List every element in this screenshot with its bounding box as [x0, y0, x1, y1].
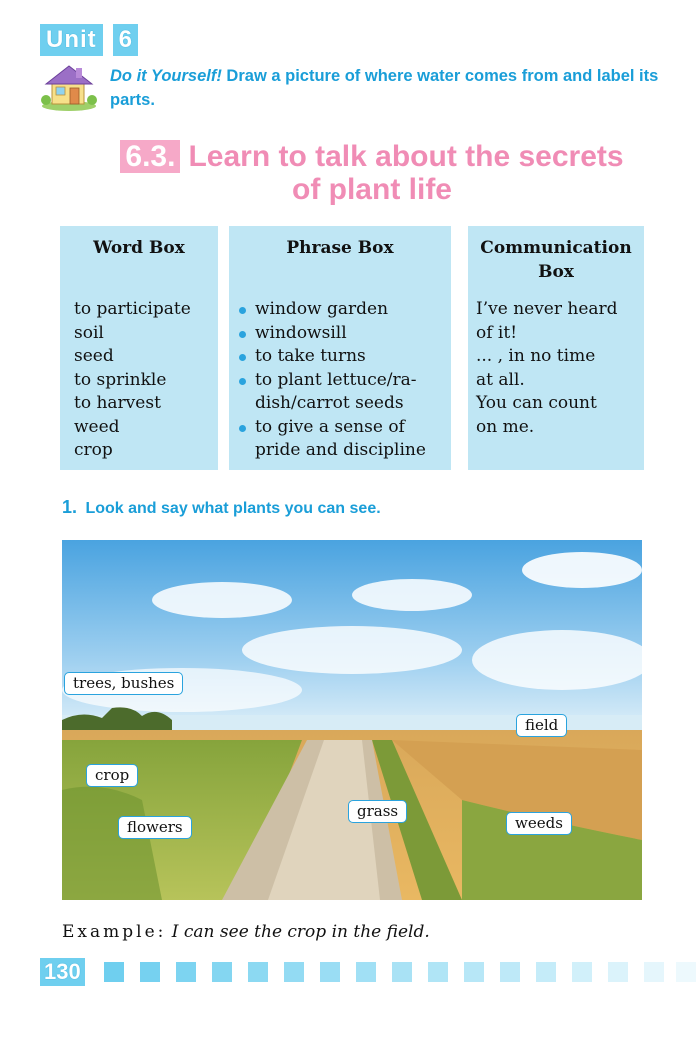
unit-header — [40, 24, 138, 56]
communication-box-list — [476, 298, 640, 439]
decorative-square — [676, 962, 696, 982]
communication-box — [468, 226, 644, 470]
bullet-icon — [239, 331, 246, 338]
decorative-square — [608, 962, 628, 982]
instruction-lead: Do it Yourself! — [110, 67, 222, 85]
phrase-text: to give a sense of — [255, 416, 405, 437]
word-box-item: to participate — [74, 299, 191, 319]
word-box-item: weed — [74, 416, 120, 437]
phrase-box-item — [237, 298, 451, 322]
decorative-square — [284, 962, 304, 982]
decorative-square — [140, 962, 160, 982]
phrase-box-item — [237, 369, 451, 416]
decorative-square — [248, 962, 268, 982]
bullet-icon — [239, 307, 246, 314]
communication-line: ... , in no time — [476, 346, 596, 366]
decorative-square — [212, 962, 232, 982]
communication-line: I’ve never heard — [476, 299, 618, 319]
landscape-photo — [62, 540, 642, 900]
phrase-text-cont: pride and discipline — [255, 440, 426, 460]
decorative-square — [320, 962, 340, 982]
lesson-number: 6.3. — [120, 140, 180, 173]
bullet-icon — [239, 378, 246, 385]
exercise-1 — [62, 497, 381, 518]
communication-box-heading — [468, 226, 644, 284]
communication-line: of it! — [476, 322, 518, 343]
decorative-square — [176, 962, 196, 982]
phrase-box-heading: Phrase Box — [286, 238, 394, 258]
decorative-square — [356, 962, 376, 982]
phrase-text: to plant lettuce/ra- — [255, 369, 417, 390]
phrase-text: windowsill — [255, 322, 347, 343]
communication-line: on me. — [476, 416, 535, 437]
page-footer — [40, 958, 700, 986]
phrase-box-item — [237, 345, 451, 369]
label-field: field — [516, 714, 567, 737]
phrase-box-list — [237, 298, 451, 463]
decorative-square — [428, 962, 448, 982]
decorative-square — [644, 962, 664, 982]
label-trees-bushes: trees, bushes — [64, 672, 183, 695]
lesson-title-line2: of plant life — [292, 173, 452, 206]
word-box-item: soil — [74, 322, 104, 343]
decorative-square — [500, 962, 520, 982]
exercise-number: 1. — [62, 497, 78, 517]
decorative-square — [392, 962, 412, 982]
lesson-title — [92, 140, 652, 206]
bullet-icon — [239, 354, 246, 361]
word-box-item: crop — [74, 440, 113, 460]
communication-heading-line2: Box — [538, 262, 574, 282]
exercise-text: Look and say what plants you can see. — [85, 500, 381, 517]
page-number: 130 — [40, 958, 85, 986]
decorative-square — [536, 962, 556, 982]
word-box — [60, 226, 218, 470]
label-weeds: weeds — [506, 812, 572, 835]
instruction-text: Draw a picture of where water comes from and label its parts. — [110, 67, 659, 109]
example-sentence — [62, 922, 430, 942]
phrase-box — [229, 226, 451, 470]
label-crop: crop — [86, 764, 138, 787]
decorative-square — [104, 962, 124, 982]
word-box-list — [74, 298, 191, 463]
phrase-text: window garden — [255, 299, 389, 319]
phrase-box-item — [237, 416, 451, 463]
communication-heading-line1: Communication — [480, 238, 632, 258]
bullet-icon — [239, 425, 246, 432]
label-flowers: flowers — [118, 816, 192, 839]
word-box-item: seed — [74, 346, 114, 366]
decorative-square — [572, 962, 592, 982]
lesson-title-line1: Learn to talk about the secrets — [188, 140, 624, 173]
unit-label: Unit — [40, 24, 103, 56]
decorative-square — [464, 962, 484, 982]
house-icon — [40, 60, 98, 112]
phrase-text-cont: dish/carrot seeds — [255, 393, 404, 413]
word-box-item: to harvest — [74, 393, 161, 413]
word-box-item: to sprinkle — [74, 369, 167, 390]
communication-line: You can count — [476, 393, 597, 413]
word-box-heading: Word Box — [93, 238, 185, 258]
phrase-text: to take turns — [255, 346, 366, 366]
example-text: I can see the crop in the field. — [171, 922, 430, 942]
vocabulary-boxes — [60, 226, 644, 470]
do-it-yourself-instruction — [110, 64, 670, 112]
example-label: Example: — [62, 922, 167, 942]
label-grass: grass — [348, 800, 407, 823]
unit-number: 6 — [113, 24, 138, 56]
phrase-box-item — [237, 322, 451, 346]
communication-line: at all. — [476, 369, 525, 390]
